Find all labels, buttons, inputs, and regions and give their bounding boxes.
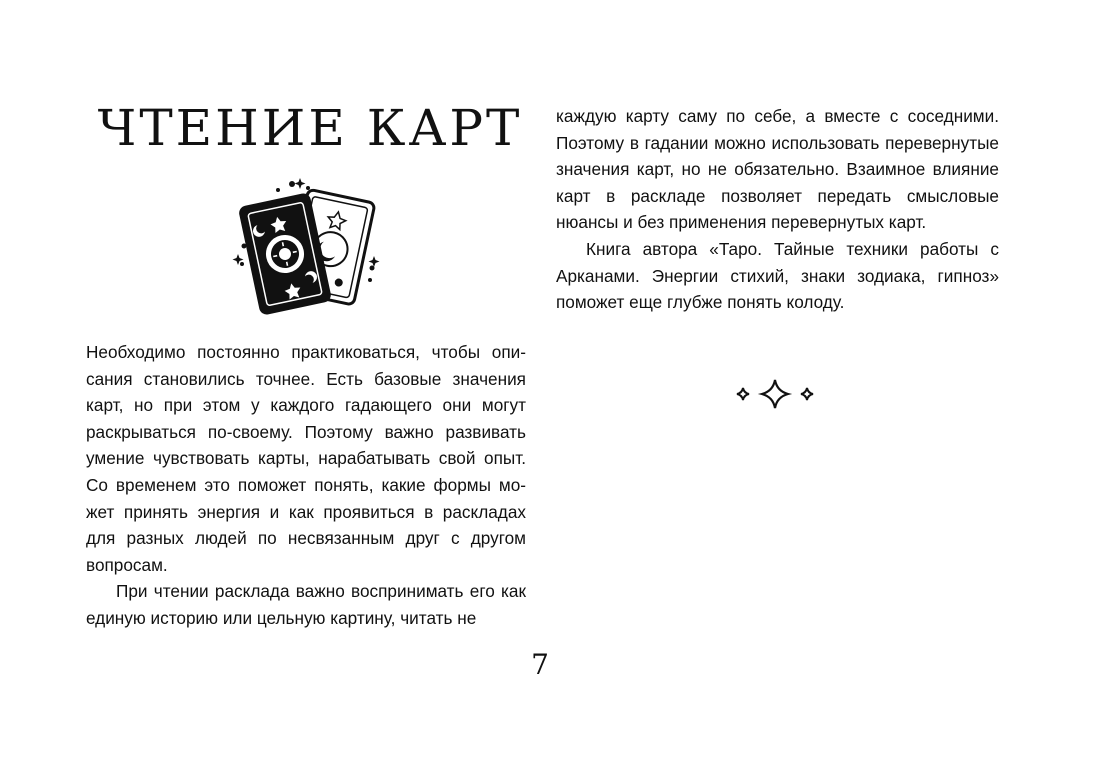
page-title: ЧТЕНИЕ КАРТ xyxy=(97,99,523,157)
left-paragraph-2: При чтении расклада важно воспринимать его как единую историю или цельную картину, читать не xyxy=(86,581,526,628)
sparkle-divider-icon xyxy=(735,377,815,411)
page-number: 7 xyxy=(531,648,549,681)
right-column xyxy=(556,103,999,316)
tarot-cards-icon xyxy=(230,176,380,326)
left-column xyxy=(86,339,526,632)
right-paragraph-2: Книга автора «Таро. Тайные техники работы с Арканами. Энергии стихий, знаки зодиака, гипноз» поможет еще глубже понять колоду. xyxy=(556,238,999,313)
right-paragraph-1: каждую карту саму по себе, а вместе с соседними. Поэтому в гадании можно использовать перевернутые значения карт, но не обязательно. Взаимное влияние карт в раскладе позволяет передать смысловые нюансы и без применения перевернутых карт. xyxy=(556,106,999,233)
left-paragraph-1: Необходимо постоянно практиковаться, чтобы описания становились точнее. Есть базовые значения карт, но при этом у каждого гадающего они могут раскрываться по-своему. Поэтому важно развивать умение чувствовать карты, нарабатывать свой опыт. Со временем это поможет понять, какие формы может принять энергия и как проявиться в раскладах для разных людей по несвязанным друг с другом вопросам. xyxy=(86,342,526,575)
